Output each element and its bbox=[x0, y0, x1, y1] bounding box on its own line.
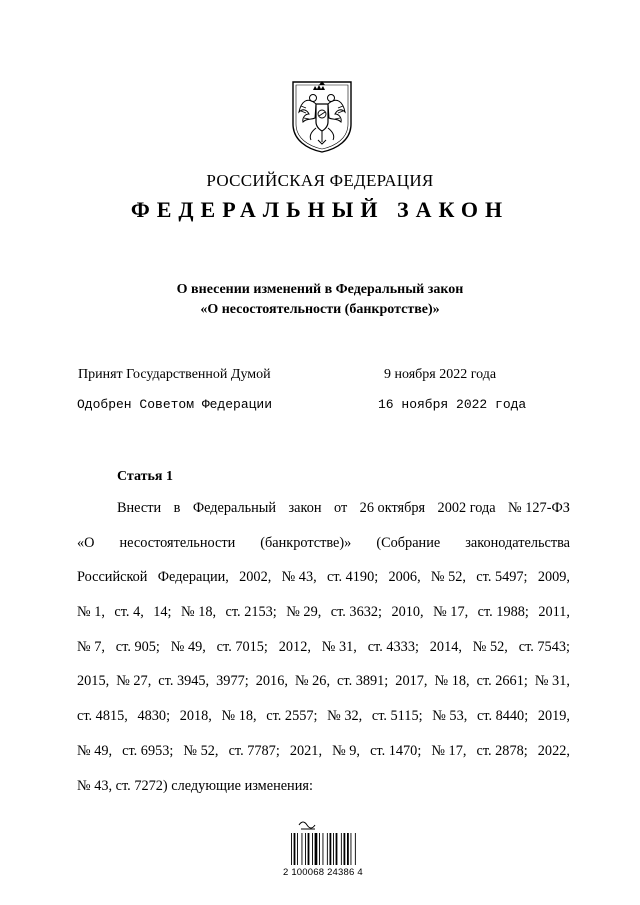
article-word: ст. 5497; bbox=[476, 569, 528, 586]
article-word: ст. 3632; bbox=[330, 604, 382, 621]
article-line bbox=[77, 670, 570, 705]
barcode-graphic bbox=[289, 819, 359, 867]
article-line bbox=[77, 636, 570, 671]
article-word: 2009, bbox=[537, 569, 570, 586]
article-line bbox=[77, 532, 570, 567]
article-word: Федерации, bbox=[157, 569, 229, 586]
article-word: № 18, bbox=[180, 604, 217, 621]
article-word: 2002, bbox=[239, 569, 272, 586]
article-word: в bbox=[173, 500, 181, 516]
article-word: 2014, bbox=[429, 638, 462, 655]
article-word: 2006, bbox=[388, 569, 421, 586]
article-word: 26 октября bbox=[359, 500, 426, 516]
article-word: 14; bbox=[153, 604, 172, 621]
article-word: ст. 1988; bbox=[477, 604, 529, 621]
article-word: ст. 4815, bbox=[77, 708, 128, 725]
article-word: ст. 2661; bbox=[476, 673, 528, 690]
article-word: 2002 года bbox=[437, 500, 496, 516]
article-word: № 17, bbox=[431, 742, 467, 759]
article-word: 2017, bbox=[395, 673, 428, 690]
article-line bbox=[77, 740, 570, 775]
article-word: № 9, bbox=[332, 742, 361, 759]
duma-adoption-label: Принят Государственной Думой bbox=[78, 367, 271, 382]
article-heading: Статья 1 bbox=[117, 469, 173, 484]
article-word: № 29, bbox=[286, 604, 322, 621]
article-word: ст. 3945, bbox=[158, 673, 210, 690]
country-name: РОССИЙСКАЯ ФЕДЕРАЦИЯ bbox=[206, 171, 434, 190]
article-word: 2022, bbox=[537, 742, 570, 759]
article-word: ст. 7015; bbox=[216, 638, 268, 655]
article-word: 2011, bbox=[538, 604, 570, 621]
article-word: закон bbox=[288, 500, 322, 516]
article-word: (банкротстве)» bbox=[260, 534, 352, 551]
article-word: ст. 2557; bbox=[266, 708, 318, 725]
article-word: 2015, bbox=[77, 673, 110, 690]
article-word: Российской bbox=[77, 569, 148, 586]
article-word: № 52, bbox=[183, 742, 219, 759]
article-word: № 27, bbox=[116, 673, 152, 690]
article-line bbox=[77, 775, 570, 810]
article-word: ст. 2878; bbox=[476, 742, 528, 759]
law-title bbox=[0, 280, 640, 320]
article-line bbox=[77, 497, 570, 532]
article-word: № 127-ФЗ bbox=[508, 500, 570, 516]
article-word: ст. 905; bbox=[115, 638, 160, 655]
article-word: № 18, bbox=[434, 673, 470, 690]
article-word: № 18, bbox=[221, 708, 257, 725]
article-word: № 31, bbox=[321, 638, 357, 655]
article-word: № 49, bbox=[170, 638, 206, 655]
article-word: 2018, bbox=[179, 708, 212, 725]
article-word: 2016, bbox=[255, 673, 288, 690]
council-approval-date: 16 ноября 2022 года bbox=[378, 397, 527, 412]
document-type: ФЕДЕРАЛЬНЫЙ ЗАКОН bbox=[130, 197, 510, 222]
article-word: 2012, bbox=[278, 638, 311, 655]
article-word: ст. 8440; bbox=[476, 708, 529, 725]
article-word: ст. 7543; bbox=[518, 638, 570, 655]
article-word: ст. 2153; bbox=[225, 604, 277, 621]
state-emblem-icon bbox=[289, 78, 355, 154]
article-word: 2021, bbox=[289, 742, 323, 759]
article-word: № 52, bbox=[472, 638, 508, 655]
article-word: ст. 5115; bbox=[371, 708, 423, 725]
article-word: 2019, bbox=[537, 708, 570, 725]
article-word: 2010, bbox=[391, 604, 424, 621]
article-word: № 52, bbox=[430, 569, 467, 586]
duma-adoption-date: 9 ноября 2022 года bbox=[384, 367, 497, 382]
article-word: Федеральный bbox=[192, 500, 277, 516]
article-word: ст. 4190; bbox=[326, 569, 379, 586]
article-word: ст. 4333; bbox=[367, 638, 419, 655]
article-word: № 26, bbox=[294, 673, 331, 690]
law-title-line-1: О внесении изменений в Федеральный закон bbox=[176, 282, 464, 297]
article-word: 4830; bbox=[137, 708, 171, 725]
article-line bbox=[77, 566, 570, 601]
law-title-line-2: «О несостоятельности (банкротстве)» bbox=[200, 302, 440, 317]
article-word: № 17, bbox=[433, 604, 469, 621]
article-line bbox=[77, 601, 570, 636]
article-word: № 32, bbox=[327, 708, 363, 725]
article-word: № 43, ст. 7272) следующие изменения: bbox=[77, 777, 313, 794]
article-word: «О bbox=[77, 534, 95, 551]
article-line bbox=[77, 705, 570, 740]
article-word: ст. 4, bbox=[114, 604, 144, 621]
article-word: № 31, bbox=[534, 673, 570, 690]
barcode-number: 2 100068 24386 4 bbox=[283, 867, 363, 878]
article-word: от bbox=[334, 500, 348, 516]
article-word: законодательства bbox=[465, 534, 570, 551]
article-body bbox=[77, 497, 570, 809]
article-word: ст. 3891; bbox=[337, 673, 389, 690]
article-word: № 53, bbox=[432, 708, 468, 725]
article-word: ст. 7787; bbox=[228, 742, 280, 759]
article-word: ст. 6953; bbox=[122, 742, 174, 759]
article-word: № 43, bbox=[281, 569, 317, 586]
council-approval-label: Одобрен Советом Федерации bbox=[77, 397, 273, 412]
article-word: ст. 1470; bbox=[370, 742, 422, 759]
article-word: 3977; bbox=[216, 673, 249, 690]
article-word: Внести bbox=[117, 500, 162, 516]
article-word: № 1, bbox=[77, 604, 105, 621]
article-word: № 7, bbox=[77, 638, 105, 655]
article-word: несостоятельности bbox=[119, 534, 236, 551]
article-word: (Собрание bbox=[376, 534, 441, 551]
article-word: № 49, bbox=[77, 742, 113, 759]
